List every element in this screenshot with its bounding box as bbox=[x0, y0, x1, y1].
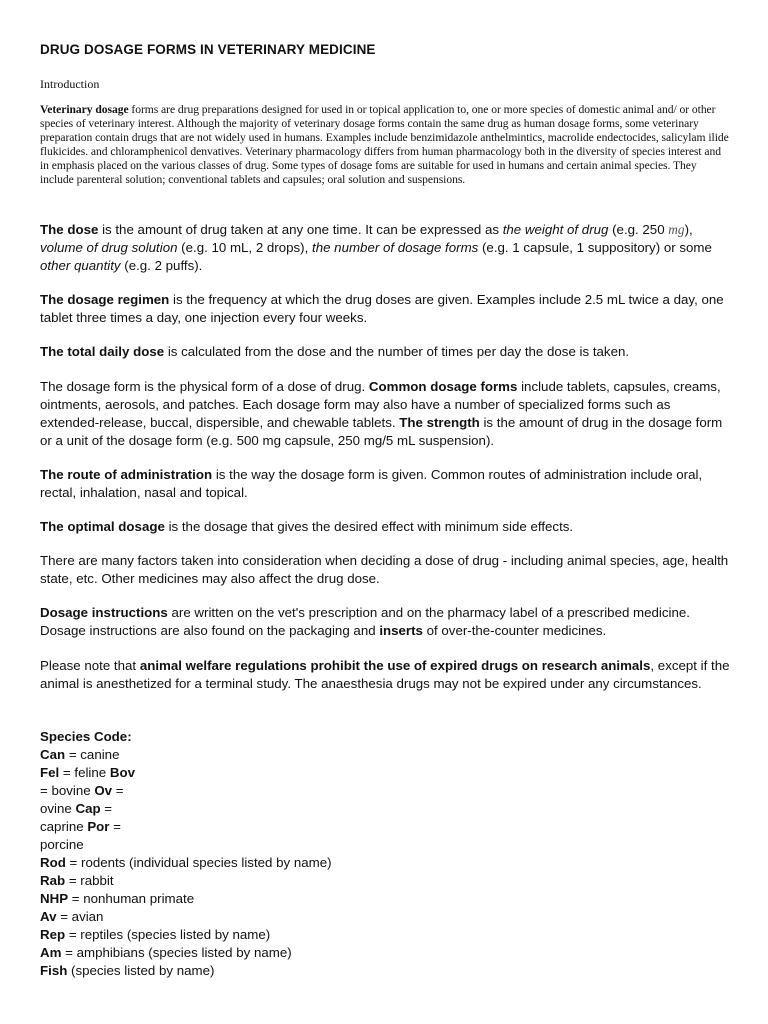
dose-italic-3: the number of dosage forms bbox=[312, 240, 479, 255]
species-code-text: = bovine bbox=[40, 783, 95, 798]
dosage-form-paragraph bbox=[40, 378, 730, 450]
dose-text-6: (e.g. 2 puffs). bbox=[120, 258, 203, 273]
dose-text-5: (e.g. 1 capsule, 1 suppository) or some bbox=[478, 240, 712, 255]
species-code-line bbox=[40, 890, 340, 908]
dosage-instructions-paragraph bbox=[40, 604, 730, 640]
species-code-line bbox=[40, 836, 340, 854]
total-daily-dose-paragraph bbox=[40, 343, 730, 361]
species-code-text: caprine bbox=[40, 819, 88, 834]
route-text: is the way the dosage form is given. Common routes of administration include oral, rectal, inhalation, nasal and topical. bbox=[40, 467, 703, 500]
term-common-dosage-forms: Common dosage forms bbox=[368, 379, 518, 394]
species-code-lines bbox=[40, 746, 340, 980]
intro-lead-term: Veterinary dosage bbox=[40, 103, 129, 116]
species-code-abbrev: Ov bbox=[94, 783, 113, 798]
factors-text: There are many factors taken into consideration when deciding a dose of drug - including animal species, age, health state, etc. Other medicines may also affect the drug dose. bbox=[40, 553, 729, 586]
instructions-text-2: of over-the-counter medicines. bbox=[422, 623, 607, 638]
species-code-text: ovine bbox=[40, 801, 76, 816]
species-code-text: = rabbit bbox=[65, 873, 114, 888]
species-code-line bbox=[40, 764, 340, 782]
note-text-1: Please note that bbox=[40, 658, 140, 673]
form-text-2: include tablets, capsules, creams, ointments, aerosols, and patches. Each dosage form may also have a number of specialized forms such as extended-release, buccal, dispersible, and chewable tablets. bbox=[40, 379, 721, 430]
species-code-text: = avian bbox=[56, 909, 104, 924]
term-inserts: inserts bbox=[379, 623, 423, 638]
note-text-2: , except if the animal is anesthetized for a terminal study. The anaesthesia drugs may not be expired under any circumstances. bbox=[40, 658, 730, 691]
species-code-abbrev: Rab bbox=[40, 873, 66, 888]
species-code-line bbox=[40, 962, 340, 980]
optimal-text: is the dosage that gives the desired effect with minimum side effects. bbox=[164, 519, 574, 534]
route-paragraph bbox=[40, 466, 730, 502]
species-code-line bbox=[40, 818, 340, 836]
species-code-text: = reptiles (species listed by name) bbox=[65, 927, 271, 942]
optimal-dosage-paragraph bbox=[40, 518, 730, 536]
dose-text-3: ), bbox=[684, 222, 693, 237]
note-bold-warning: animal welfare regulations prohibit the use of expired drugs on research animals bbox=[139, 658, 651, 673]
species-code-abbrev: Am bbox=[40, 945, 62, 960]
form-text-3: is the amount of drug in the dosage form or a unit of the dosage form (e.g. 500 mg capsule, 250 mg/5 mL suspension). bbox=[40, 415, 723, 448]
species-code-list bbox=[40, 728, 340, 980]
term-total-daily-dose: The total daily dose bbox=[40, 344, 165, 359]
species-code-text: = nonhuman primate bbox=[68, 891, 195, 906]
dose-text-4: (e.g. 10 mL, 2 drops), bbox=[177, 240, 312, 255]
instructions-text-1: are written on the vet's prescription and on the pharmacy label of a prescribed medicine. Dosage instructions are also found on the packaging and bbox=[40, 605, 690, 638]
term-strength: The strength bbox=[399, 415, 480, 430]
term-dose: The dose bbox=[40, 222, 99, 237]
dose-paragraph bbox=[40, 221, 730, 275]
dosage-regimen-paragraph bbox=[40, 291, 730, 327]
species-code-text: = bbox=[112, 783, 124, 798]
species-code-line bbox=[40, 800, 340, 818]
species-code-abbrev: Can bbox=[40, 747, 66, 762]
species-code-text: = bbox=[100, 801, 113, 816]
intro-text: forms are drug preparations designed for used in or topical application to, one or more species of domestic animal and/ or other species of veterinary interest. Although the majority of veterinary dosage forms contain the same drug as human dosage forms, some veterinary preparation contain drugs that are not widely used in humans. Examples include benzimidazole anthelmintics, macrolide endectocides, salicylam ilide flukicides. and chloramphenicol denvatives. Veterinary pharmacology differs from human pharmacology both in the diversity of species interest and in emphasis placed on the various classes of drug. Some types of dosage foms are suitable for used in humans and certain animal species. They include parenteral solution; conventional tablets and capsules; oral solution and suspensions. bbox=[40, 103, 729, 186]
dose-text-1: is the amount of drug taken at any one time. It can be expressed as bbox=[98, 222, 503, 237]
species-code-text: = canine bbox=[65, 747, 120, 762]
introduction-heading: Introduction bbox=[40, 77, 100, 91]
species-code-abbrev: Cap bbox=[75, 801, 101, 816]
species-code-text: (species listed by name) bbox=[67, 963, 215, 978]
document-title: DRUG DOSAGE FORMS IN VETERINARY MEDICINE bbox=[40, 42, 376, 57]
introduction-paragraph bbox=[40, 103, 730, 186]
dose-italic-4: other quantity bbox=[40, 258, 121, 273]
dose-italic-2: volume of drug solution bbox=[40, 240, 178, 255]
species-code-text: = rodents (individual species listed by name) bbox=[65, 855, 332, 870]
species-code-abbrev: Bov bbox=[109, 765, 135, 780]
species-code-text: = feline bbox=[59, 765, 110, 780]
species-code-abbrev: Fel bbox=[40, 765, 60, 780]
species-code-text: porcine bbox=[40, 837, 84, 852]
species-code-heading: Species Code: bbox=[40, 729, 132, 744]
dose-unit-mg: mg bbox=[668, 222, 685, 237]
species-code-abbrev: Rep bbox=[40, 927, 66, 942]
expired-drugs-note-paragraph bbox=[40, 657, 730, 693]
species-code-line bbox=[40, 782, 340, 800]
species-code-line bbox=[40, 854, 340, 872]
species-code-abbrev: Av bbox=[40, 909, 57, 924]
species-code-line bbox=[40, 926, 340, 944]
factors-paragraph bbox=[40, 552, 730, 588]
term-dosage-instructions: Dosage instructions bbox=[40, 605, 168, 620]
species-code-abbrev: Rod bbox=[40, 855, 66, 870]
term-route-of-administration: The route of administration bbox=[40, 467, 213, 482]
species-code-text: = bbox=[109, 819, 121, 834]
species-code-abbrev: NHP bbox=[40, 891, 69, 906]
species-code-text: = amphibians (species listed by name) bbox=[61, 945, 292, 960]
dose-text-2: (e.g. 250 bbox=[608, 222, 669, 237]
species-code-abbrev: Por bbox=[87, 819, 110, 834]
species-code-line bbox=[40, 746, 340, 764]
daily-text: is calculated from the dose and the number of times per day the dose is taken. bbox=[164, 344, 630, 359]
form-text-1: The dosage form is the physical form of a dose of drug. bbox=[40, 379, 369, 394]
term-optimal-dosage: The optimal dosage bbox=[40, 519, 165, 534]
species-code-line bbox=[40, 908, 340, 926]
term-dosage-regimen: The dosage regimen bbox=[40, 292, 170, 307]
species-code-abbrev: Fish bbox=[40, 963, 68, 978]
dose-italic-1: the weight of drug bbox=[502, 222, 609, 237]
species-code-line bbox=[40, 944, 340, 962]
regimen-text: is the frequency at which the drug doses are given. Examples include 2.5 mL twice a day, one tablet three times a day, one injection every four weeks. bbox=[40, 292, 724, 325]
species-code-line bbox=[40, 872, 340, 890]
